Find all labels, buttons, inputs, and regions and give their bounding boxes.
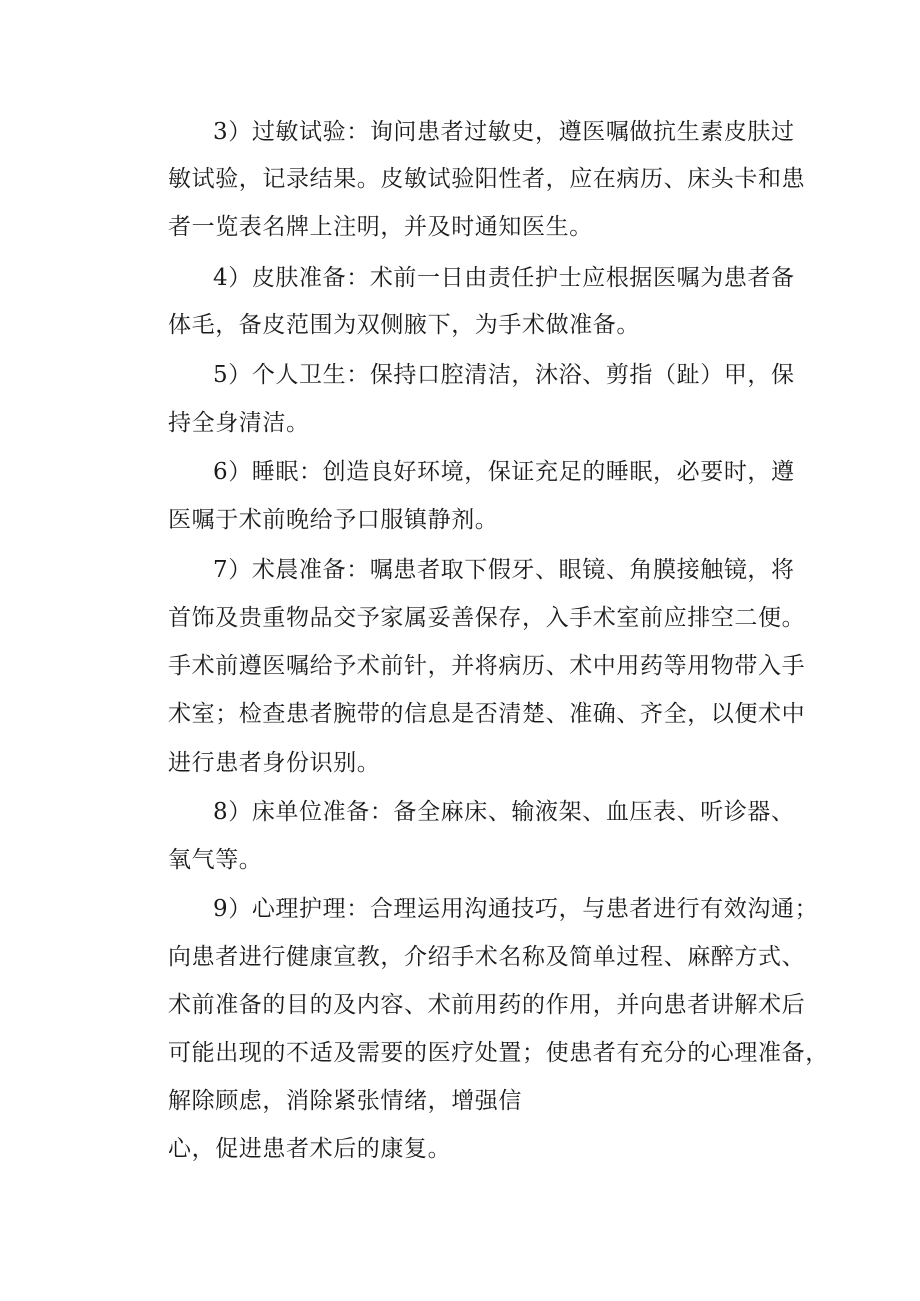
text-line: 9）心理护理：合理运用沟通技巧，与患者进行有效沟通； <box>213 896 819 922</box>
text-line: 向患者进行健康宣教，介绍手术名称及简单过程、麻醉方式、 <box>168 944 806 970</box>
text-line: 手术前遵医嘱给予术前针，并将病历、术中用药等用物带入手 <box>168 653 806 679</box>
text-line: 8）床单位准备：备全麻床、输液架、血压表、听诊器、 <box>213 799 795 825</box>
text-line: 5）个人卫生：保持口腔清洁，沐浴、剪指（趾）甲，保 <box>213 362 795 388</box>
text-line: 术前准备的目的及内容、术前用药的作用，并向患者讲解术后 <box>168 992 806 1018</box>
text-line: 术室；检查患者腕带的信息是否清楚、准确、齐全，以便术中 <box>168 701 806 727</box>
text-line: 首饰及贵重物品交予家属妥善保存，入手术室前应排空二便。 <box>168 605 806 631</box>
text-line: 敏试验，记录结果。皮敏试验阳性者，应在病历、床头卡和患 <box>168 166 806 192</box>
text-line: 可能出现的不适及需要的医疗处置；使患者有充分的心理准备， <box>168 1040 829 1066</box>
text-line: 6）睡眠：创造良好环境，保证充足的睡眠，必要时，遵 <box>213 459 795 485</box>
text-line: 心，促进患者术后的康复。 <box>168 1136 452 1162</box>
text-line: 解除顾虑，消除紧张情绪，增强信 <box>168 1088 522 1114</box>
text-line: 体毛，备皮范围为双侧腋下，为手术做准备。 <box>168 312 640 338</box>
text-line: 4）皮肤准备：术前一日由责任护士应根据医嘱为患者备 <box>213 265 795 291</box>
text-line: 3）过敏试验：询问患者过敏史，遵医嘱做抗生素皮肤过 <box>213 119 795 145</box>
text-line: 者一览表名牌上注明，并及时通知医生。 <box>168 214 593 240</box>
text-line: 7）术晨准备：嘱患者取下假牙、眼镜、角膜接触镜，将 <box>213 557 795 583</box>
text-line: 氧气等。 <box>168 847 263 873</box>
text-line: 持全身清洁。 <box>168 410 310 436</box>
text-line: 进行患者身份识别。 <box>168 750 381 776</box>
text-line: 医嘱于术前晚给予口服镇静剂。 <box>168 507 499 533</box>
